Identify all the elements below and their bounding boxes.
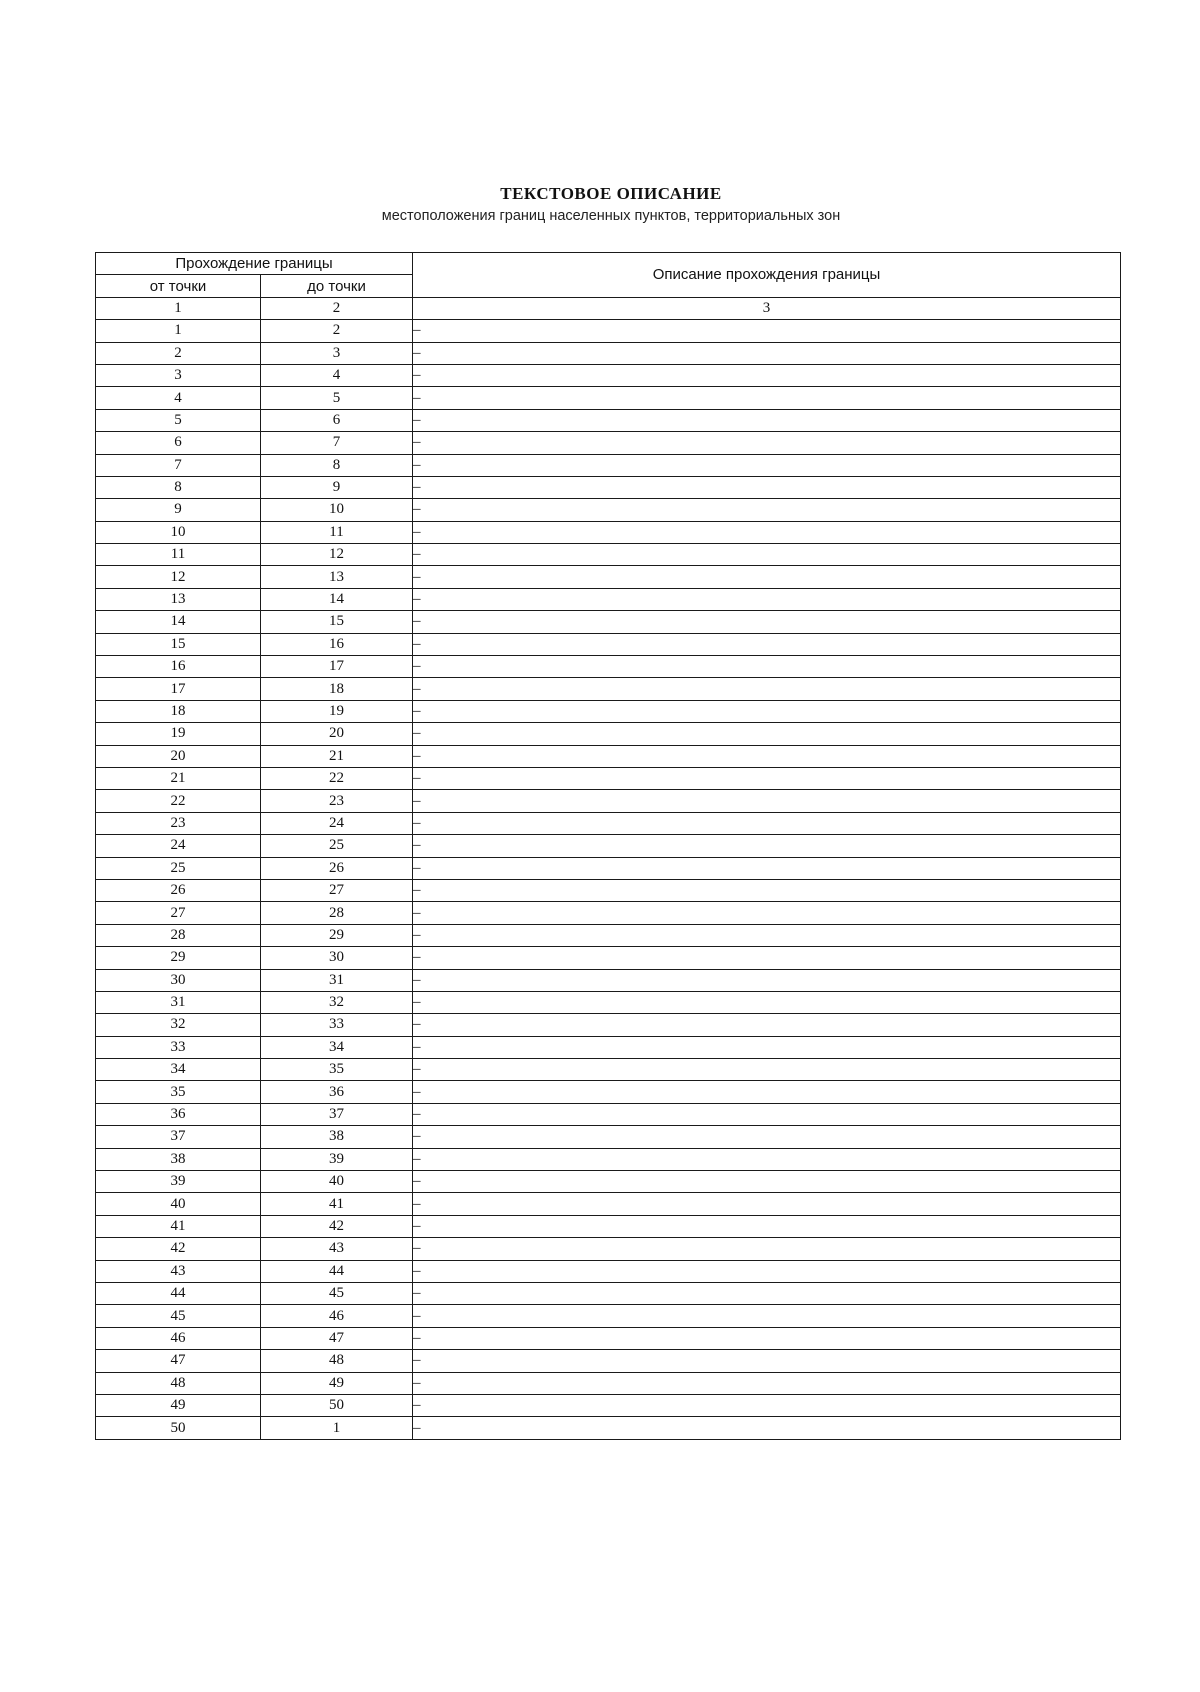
to-point-cell: 1 (261, 1417, 413, 1439)
from-point-cell: 23 (96, 812, 261, 834)
table-row (96, 1394, 1121, 1416)
from-point-cell: 18 (96, 700, 261, 722)
table-row (96, 1350, 1121, 1372)
table-row (96, 611, 1121, 633)
from-point-cell: 3 (96, 364, 261, 386)
table-row (96, 387, 1121, 409)
table-row (96, 476, 1121, 498)
to-point-cell: 33 (261, 1014, 413, 1036)
to-point-cell: 35 (261, 1059, 413, 1081)
description-cell: – (413, 835, 1121, 857)
from-point-cell: 33 (96, 1036, 261, 1058)
table-row (96, 1305, 1121, 1327)
to-point-cell: 30 (261, 947, 413, 969)
table-row (96, 991, 1121, 1013)
to-point-cell: 2 (261, 320, 413, 342)
to-point-cell: 19 (261, 700, 413, 722)
table-row (96, 1126, 1121, 1148)
table-row (96, 566, 1121, 588)
from-point-cell: 28 (96, 924, 261, 946)
description-cell: – (413, 633, 1121, 655)
to-point-cell: 18 (261, 678, 413, 700)
from-point-cell: 6 (96, 432, 261, 454)
from-point-cell: 32 (96, 1014, 261, 1036)
to-point-cell: 44 (261, 1260, 413, 1282)
table-row (96, 320, 1121, 342)
table-row (96, 1282, 1121, 1304)
table-row (96, 767, 1121, 789)
table-row (96, 499, 1121, 521)
description-cell: – (413, 1327, 1121, 1349)
table-row (96, 588, 1121, 610)
to-point-cell: 32 (261, 991, 413, 1013)
header-to-point: до точки (261, 275, 413, 297)
description-cell: – (413, 1171, 1121, 1193)
description-cell: – (413, 1215, 1121, 1237)
from-point-cell: 35 (96, 1081, 261, 1103)
to-point-cell: 11 (261, 521, 413, 543)
table-body (96, 320, 1121, 1440)
from-point-cell: 50 (96, 1417, 261, 1439)
to-point-cell: 48 (261, 1350, 413, 1372)
description-cell: – (413, 1103, 1121, 1125)
table-row (96, 409, 1121, 431)
table-row (96, 1238, 1121, 1260)
to-point-cell: 21 (261, 745, 413, 767)
from-point-cell: 48 (96, 1372, 261, 1394)
from-point-cell: 20 (96, 745, 261, 767)
column-number-1: 1 (96, 297, 261, 319)
to-point-cell: 14 (261, 588, 413, 610)
description-cell: – (413, 678, 1121, 700)
description-cell: – (413, 902, 1121, 924)
to-point-cell: 26 (261, 857, 413, 879)
description-cell: – (413, 1305, 1121, 1327)
description-cell: – (413, 1081, 1121, 1103)
description-cell: – (413, 991, 1121, 1013)
header-row-group (96, 253, 1121, 275)
description-cell: – (413, 1126, 1121, 1148)
to-point-cell: 6 (261, 409, 413, 431)
to-point-cell: 28 (261, 902, 413, 924)
description-cell: – (413, 1238, 1121, 1260)
from-point-cell: 44 (96, 1282, 261, 1304)
description-cell: – (413, 544, 1121, 566)
table-row (96, 902, 1121, 924)
table-row (96, 745, 1121, 767)
to-point-cell: 23 (261, 790, 413, 812)
table-row (96, 857, 1121, 879)
to-point-cell: 39 (261, 1148, 413, 1170)
table-row (96, 544, 1121, 566)
to-point-cell: 7 (261, 432, 413, 454)
table-row (96, 342, 1121, 364)
description-cell: – (413, 656, 1121, 678)
from-point-cell: 22 (96, 790, 261, 812)
description-cell: – (413, 969, 1121, 991)
to-point-cell: 3 (261, 342, 413, 364)
description-cell: – (413, 432, 1121, 454)
from-point-cell: 12 (96, 566, 261, 588)
from-point-cell: 45 (96, 1305, 261, 1327)
to-point-cell: 10 (261, 499, 413, 521)
from-point-cell: 30 (96, 969, 261, 991)
column-number-3: 3 (413, 297, 1121, 319)
from-point-cell: 27 (96, 902, 261, 924)
table-row (96, 700, 1121, 722)
to-point-cell: 8 (261, 454, 413, 476)
description-cell: – (413, 387, 1121, 409)
description-cell: – (413, 1372, 1121, 1394)
table-row (96, 1171, 1121, 1193)
from-point-cell: 8 (96, 476, 261, 498)
description-cell: – (413, 521, 1121, 543)
table-row (96, 969, 1121, 991)
description-cell: – (413, 1014, 1121, 1036)
from-point-cell: 26 (96, 879, 261, 901)
from-point-cell: 49 (96, 1394, 261, 1416)
to-point-cell: 42 (261, 1215, 413, 1237)
to-point-cell: 45 (261, 1282, 413, 1304)
table-row (96, 1103, 1121, 1125)
to-point-cell: 38 (261, 1126, 413, 1148)
from-point-cell: 34 (96, 1059, 261, 1081)
from-point-cell: 19 (96, 723, 261, 745)
table-row (96, 924, 1121, 946)
from-point-cell: 10 (96, 521, 261, 543)
to-point-cell: 15 (261, 611, 413, 633)
table-row (96, 364, 1121, 386)
table-row (96, 812, 1121, 834)
description-cell: – (413, 588, 1121, 610)
table-row (96, 835, 1121, 857)
from-point-cell: 25 (96, 857, 261, 879)
description-cell: – (413, 454, 1121, 476)
table-row (96, 633, 1121, 655)
from-point-cell: 36 (96, 1103, 261, 1125)
from-point-cell: 39 (96, 1171, 261, 1193)
description-cell: – (413, 1148, 1121, 1170)
from-point-cell: 4 (96, 387, 261, 409)
from-point-cell: 11 (96, 544, 261, 566)
to-point-cell: 41 (261, 1193, 413, 1215)
description-cell: – (413, 611, 1121, 633)
description-cell: – (413, 924, 1121, 946)
from-point-cell: 15 (96, 633, 261, 655)
description-cell: – (413, 1417, 1121, 1439)
description-cell: – (413, 947, 1121, 969)
table-row (96, 1372, 1121, 1394)
from-point-cell: 17 (96, 678, 261, 700)
from-point-cell: 5 (96, 409, 261, 431)
table-row (96, 1260, 1121, 1282)
description-cell: – (413, 1036, 1121, 1058)
table-row (96, 521, 1121, 543)
table-row (96, 1014, 1121, 1036)
from-point-cell: 40 (96, 1193, 261, 1215)
to-point-cell: 12 (261, 544, 413, 566)
from-point-cell: 38 (96, 1148, 261, 1170)
description-cell: – (413, 499, 1121, 521)
to-point-cell: 49 (261, 1372, 413, 1394)
table-row (96, 1148, 1121, 1170)
description-cell: – (413, 364, 1121, 386)
to-point-cell: 29 (261, 924, 413, 946)
description-cell: – (413, 342, 1121, 364)
to-point-cell: 37 (261, 1103, 413, 1125)
to-point-cell: 16 (261, 633, 413, 655)
table-row (96, 678, 1121, 700)
to-point-cell: 36 (261, 1081, 413, 1103)
from-point-cell: 7 (96, 454, 261, 476)
description-cell: – (413, 320, 1121, 342)
header-description: Описание прохождения границы (413, 253, 1121, 298)
to-point-cell: 25 (261, 835, 413, 857)
description-cell: – (413, 723, 1121, 745)
from-point-cell: 21 (96, 767, 261, 789)
to-point-cell: 4 (261, 364, 413, 386)
from-point-cell: 16 (96, 656, 261, 678)
table-row (96, 1215, 1121, 1237)
to-point-cell: 22 (261, 767, 413, 789)
to-point-cell: 5 (261, 387, 413, 409)
description-cell: – (413, 700, 1121, 722)
boundary-table (95, 252, 1121, 1440)
table-row (96, 879, 1121, 901)
from-point-cell: 29 (96, 947, 261, 969)
description-cell: – (413, 1350, 1121, 1372)
to-point-cell: 17 (261, 656, 413, 678)
table-row (96, 790, 1121, 812)
header-from-point: от точки (96, 275, 261, 297)
to-point-cell: 40 (261, 1171, 413, 1193)
description-cell: – (413, 745, 1121, 767)
to-point-cell: 20 (261, 723, 413, 745)
description-cell: – (413, 812, 1121, 834)
table-row (96, 1081, 1121, 1103)
table-row (96, 656, 1121, 678)
description-cell: – (413, 566, 1121, 588)
table-row (96, 454, 1121, 476)
table-row (96, 1059, 1121, 1081)
description-cell: – (413, 1394, 1121, 1416)
description-cell: – (413, 409, 1121, 431)
from-point-cell: 14 (96, 611, 261, 633)
from-point-cell: 13 (96, 588, 261, 610)
from-point-cell: 47 (96, 1350, 261, 1372)
table-row (96, 1036, 1121, 1058)
description-cell: – (413, 1059, 1121, 1081)
table-row (96, 432, 1121, 454)
from-point-cell: 43 (96, 1260, 261, 1282)
to-point-cell: 31 (261, 969, 413, 991)
to-point-cell: 9 (261, 476, 413, 498)
from-point-cell: 42 (96, 1238, 261, 1260)
from-point-cell: 41 (96, 1215, 261, 1237)
from-point-cell: 1 (96, 320, 261, 342)
from-point-cell: 24 (96, 835, 261, 857)
from-point-cell: 37 (96, 1126, 261, 1148)
header-boundary-passage: Прохождение границы (96, 253, 413, 275)
from-point-cell: 2 (96, 342, 261, 364)
description-cell: – (413, 1193, 1121, 1215)
to-point-cell: 50 (261, 1394, 413, 1416)
column-number-2: 2 (261, 297, 413, 319)
description-cell: – (413, 857, 1121, 879)
to-point-cell: 34 (261, 1036, 413, 1058)
table-row (96, 1193, 1121, 1215)
description-cell: – (413, 879, 1121, 901)
to-point-cell: 47 (261, 1327, 413, 1349)
table-row (96, 1327, 1121, 1349)
column-number-row (96, 297, 1121, 319)
from-point-cell: 46 (96, 1327, 261, 1349)
document-subtitle: местоположения границ населенных пунктов, территориальных зон (381, 208, 841, 224)
to-point-cell: 13 (261, 566, 413, 588)
table-row (96, 723, 1121, 745)
from-point-cell: 31 (96, 991, 261, 1013)
description-cell: – (413, 790, 1121, 812)
description-cell: – (413, 476, 1121, 498)
table-header (96, 253, 1121, 320)
from-point-cell: 9 (96, 499, 261, 521)
document-title: ТЕКСТОВОЕ ОПИСАНИЕ (500, 184, 722, 203)
description-cell: – (413, 767, 1121, 789)
table-row (96, 1417, 1121, 1439)
description-cell: – (413, 1260, 1121, 1282)
description-cell: – (413, 1282, 1121, 1304)
to-point-cell: 46 (261, 1305, 413, 1327)
to-point-cell: 43 (261, 1238, 413, 1260)
table-row (96, 947, 1121, 969)
to-point-cell: 24 (261, 812, 413, 834)
to-point-cell: 27 (261, 879, 413, 901)
